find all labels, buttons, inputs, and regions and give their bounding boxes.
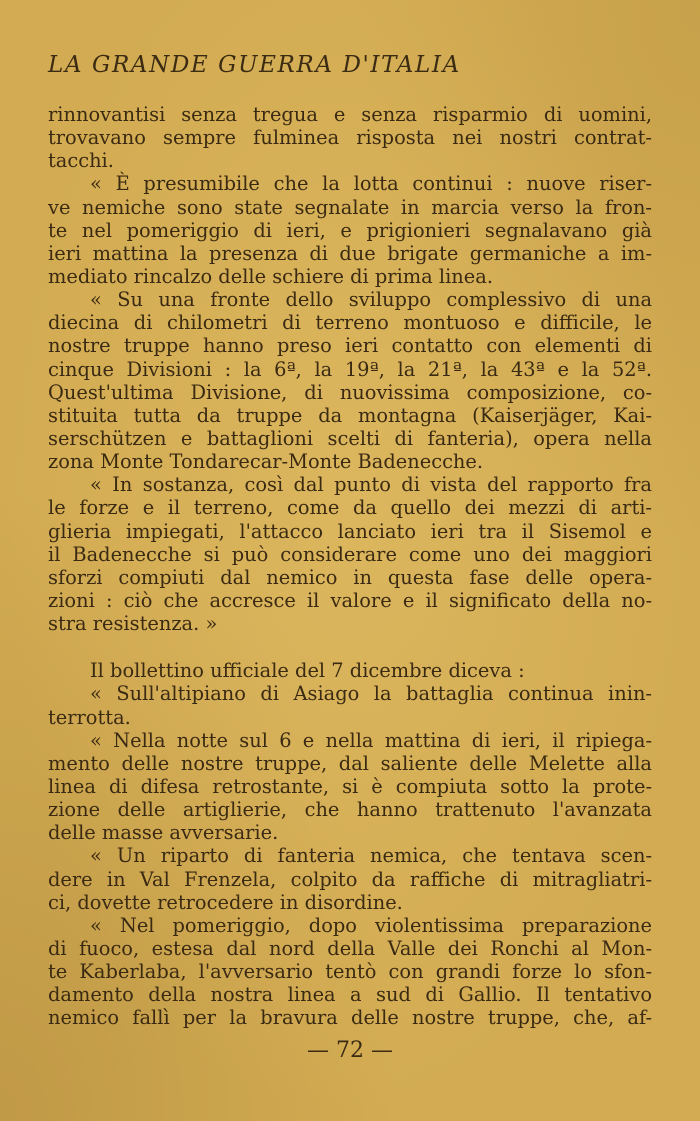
text-line: « È presumibile che la lotta continui : nuove riser-: [90, 172, 652, 196]
body-text: [48, 103, 652, 1029]
page-number: — 72 —: [307, 1038, 393, 1063]
text-line: mento delle nostre truppe, dal saliente delle Melette alla: [48, 751, 652, 775]
text-line: ve nemiche sono state segnalate in marcia verso la fron-: [48, 195, 652, 219]
paragraph: [48, 103, 652, 172]
paragraph: [48, 659, 652, 682]
text-line: ieri mattina la presenza di due brigate germaniche a im-: [48, 241, 652, 265]
text-line: stituita tutta da truppe da montagna (Kaiserjäger, Kai-: [48, 403, 652, 427]
paragraph: [48, 288, 652, 473]
text-line: « Nella notte sul 6 e nella mattina di ieri, il ripiega-: [90, 728, 652, 752]
running-head-title: LA GRANDE GUERRA D'ITALIA: [48, 52, 461, 78]
text-line: il Badenecche si può considerare come uno dei maggiori: [48, 542, 652, 566]
paragraph: [48, 729, 652, 845]
paragraph-gap: [48, 635, 652, 659]
text-line: dere in Val Frenzela, colpito da raffiche di mitragliatri-: [48, 867, 652, 891]
paragraph: [48, 914, 652, 1030]
text-line: Quest'ultima Divisione, di nuovissima composizione, co-: [48, 380, 652, 404]
text-line: damento della nostra linea a sud di Gallio. Il tentativo: [48, 983, 652, 1007]
text-line: le forze e il terreno, come da quello dei mezzi di arti-: [48, 496, 652, 520]
text-line: tacchi.: [48, 149, 114, 173]
text-line: « Sull'altipiano di Asiago la battaglia continua inin-: [90, 682, 652, 706]
text-line: « Un riparto di fanteria nemica, che tentava scen-: [90, 844, 652, 868]
text-line: nostre truppe hanno preso ieri contatto con elementi di: [48, 334, 652, 358]
text-line: zione delle artiglierie, che hanno trattenuto l'avanzata: [48, 798, 652, 822]
text-line: serschützen e battaglioni scelti di fanteria), opera nella: [48, 426, 652, 450]
text-line: sforzi compiuti dal nemico in questa fase delle opera-: [48, 565, 652, 589]
text-line: zona Monte Tondarecar-Monte Badenecche.: [48, 450, 484, 474]
text-line: zioni : ciò che accresce il valore e il significato della no-: [48, 588, 652, 612]
text-line: trovavano sempre fulminea risposta nei nostri contrat-: [48, 126, 652, 150]
text-line: diecina di chilometri di terreno montuoso e difficile, le: [48, 311, 652, 335]
text-line: glieria impiegati, l'attacco lanciato ieri tra il Sisemol e: [48, 519, 652, 543]
text-line: te Kaberlaba, l'avversario tentò con grandi forze lo sfon-: [48, 960, 652, 984]
paragraph: [48, 682, 652, 728]
paragraph: [48, 172, 652, 288]
text-line: stra resistenza. »: [48, 612, 218, 636]
paragraph: [48, 473, 652, 635]
text-line: delle masse avversarie.: [48, 821, 279, 845]
text-line: mediato rincalzo delle schiere di prima linea.: [48, 264, 493, 288]
text-line: ci, dovette retrocedere in disordine.: [48, 890, 403, 914]
text-line: Il bollettino ufficiale del 7 dicembre diceva :: [90, 659, 525, 683]
text-line: « In sostanza, così dal punto di vista del rapporto fra: [90, 473, 652, 497]
text-line: te nel pomeriggio di ieri, e prigionieri segnalavano già: [48, 218, 652, 242]
text-line: cinque Divisioni : la 6ª, la 19ª, la 21ª, la 43ª e la 52ª.: [48, 357, 652, 381]
text-line: « Su una fronte dello sviluppo complessivo di una: [90, 288, 652, 312]
text-line: rinnovantisi senza tregua e senza risparmio di uomini,: [48, 103, 652, 126]
text-line: di fuoco, estesa dal nord della Valle dei Ronchi al Mon-: [48, 936, 652, 960]
text-line: nemico fallì per la bravura delle nostre truppe, che, af-: [48, 1006, 652, 1030]
text-line: linea di difesa retrostante, si è compiuta sotto la prote-: [48, 774, 652, 798]
paragraph: [48, 844, 652, 913]
text-line: terrotta.: [48, 705, 131, 729]
text-line: « Nel pomeriggio, dopo violentissima preparazione: [90, 913, 652, 937]
